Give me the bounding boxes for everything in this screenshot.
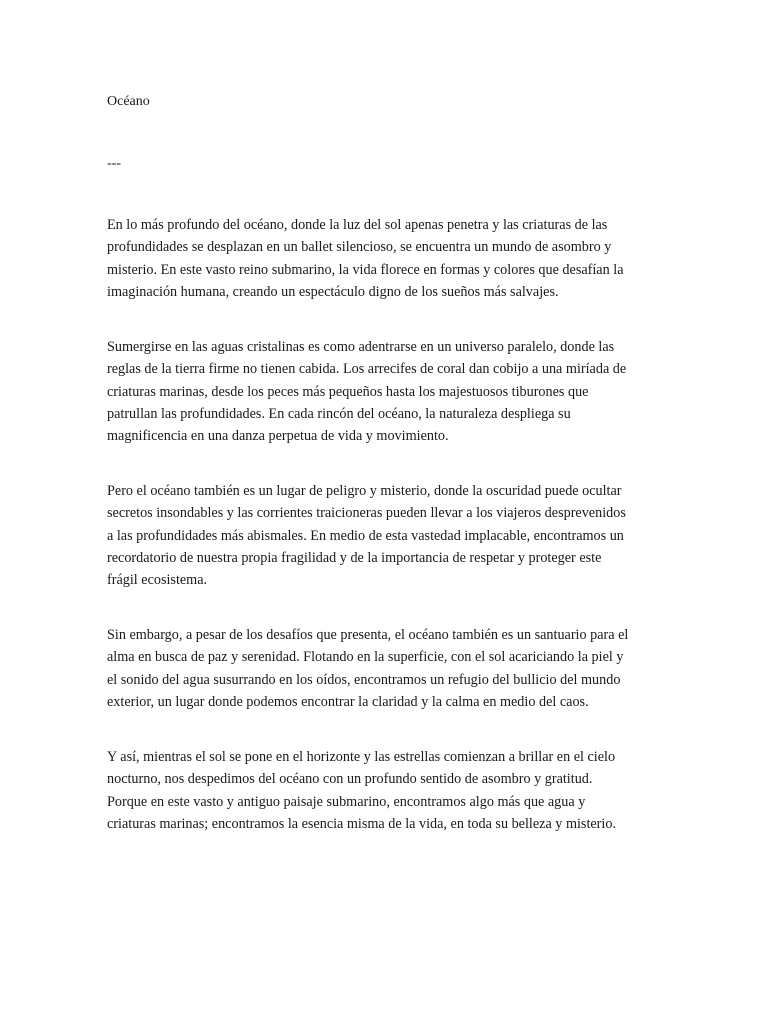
document-title: Océano	[107, 94, 150, 109]
paragraph-line: Sin embargo, a pesar de los desafíos que presenta, el océano también es un santuario para el	[107, 627, 629, 643]
paragraph-line: a las profundidades más abismales. En medio de esta vastedad implacable, encontramos un	[107, 527, 624, 544]
paragraph-line: recordatorio de nuestra propia fragilidad y de la importancia de respetar y proteger este	[107, 549, 602, 566]
paragraph-line: criaturas marinas, desde los peces más pequeños hasta los majestuosos tiburones que	[107, 383, 589, 400]
section-separator: ---	[107, 156, 121, 171]
paragraph-line: criaturas marinas; encontramos la esencia misma de la vida, en toda su belleza y misterio.	[107, 815, 616, 832]
paragraph-line: Y así, mientras el sol se pone en el horizonte y las estrellas comienzan a brillar en el cielo	[107, 749, 616, 765]
paragraph-line: exterior, un lugar donde podemos encontrar la claridad y la calma en medio del caos.	[107, 693, 589, 710]
paragraph-line: magnificencia en una danza perpetua de vida y movimiento.	[107, 428, 449, 445]
paragraph-line: imaginación humana, creando un espectáculo digno de los sueños más salvajes.	[107, 283, 559, 300]
paragraph-line: frágil ecosistema.	[107, 572, 208, 589]
paragraph-line: el sonido del agua susurrando en los oídos, encontramos un refugio del bullicio del mundo	[107, 671, 621, 688]
paragraph-line: Pero el océano también es un lugar de peligro y misterio, donde la oscuridad puede ocultar	[107, 483, 622, 499]
paragraph-line: Porque en este vasto y antiguo paisaje submarino, encontramos algo más que agua y	[107, 793, 586, 810]
paragraph-4	[107, 624, 667, 713]
paragraph-line: misterio. En este vasto reino submarino, la vida florece en formas y colores que desafían la	[107, 261, 624, 278]
paragraph-line: profundidades se desplazan en un ballet silencioso, se encuentra un mundo de asombro y	[107, 239, 612, 256]
paragraph-line: Sumergirse en las aguas cristalinas es como adentrarse en un universo paralelo, donde las	[107, 339, 615, 355]
paragraph-line: alma en busca de paz y serenidad. Flotando en la superficie, con el sol acariciando la piel y	[107, 649, 624, 666]
paragraph-5	[107, 746, 667, 835]
paragraph-line: secretos insondables y las corrientes traicioneras pueden llevar a los viajeros desprevenidos	[107, 505, 626, 522]
paragraph-line: reglas de la tierra firme no tienen cabida. Los arrecifes de coral dan cobijo a una miríada de	[107, 361, 627, 378]
paragraph-2	[107, 336, 667, 447]
paragraph-line: nocturno, nos despedimos del océano con un profundo sentido de asombro y gratitud.	[107, 771, 593, 788]
paragraph-line: En lo más profundo del océano, donde la luz del sol apenas penetra y las criaturas de las	[107, 217, 608, 233]
paragraph-1	[107, 214, 667, 303]
paragraph-line: patrullan las profundidades. En cada rincón del océano, la naturaleza despliega su	[107, 405, 571, 422]
paragraph-3	[107, 480, 667, 591]
